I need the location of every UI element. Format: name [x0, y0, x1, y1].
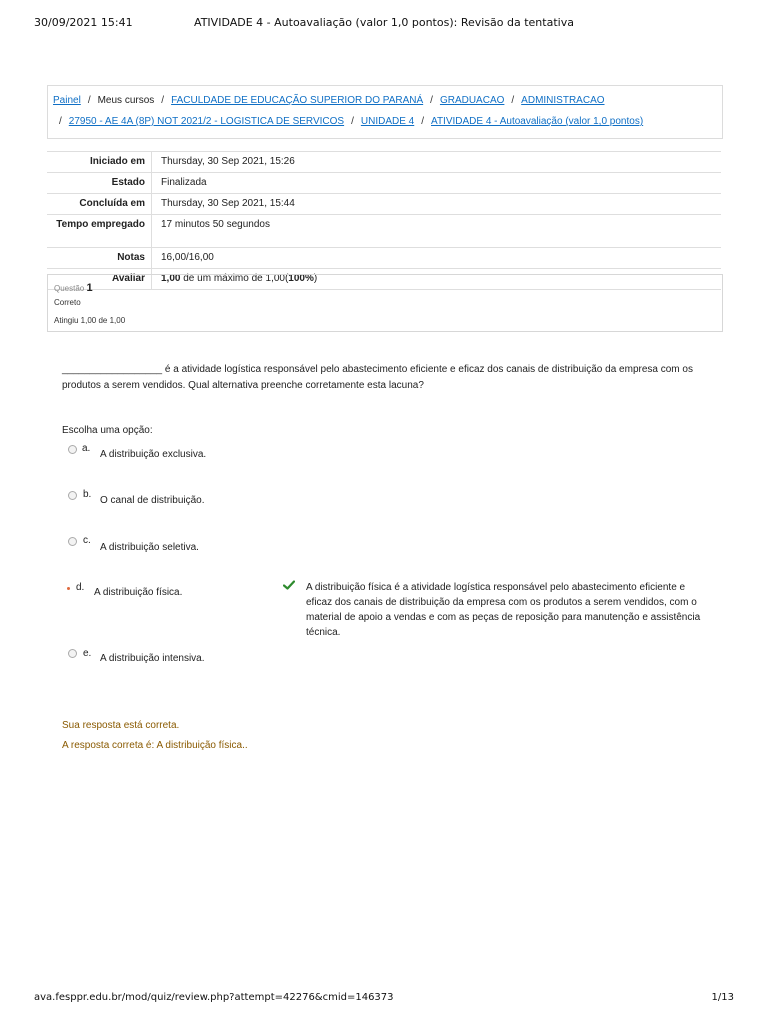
- option-letter: c.: [83, 535, 91, 546]
- option-label: A distribuição exclusiva.: [100, 449, 207, 460]
- correct-answer: A resposta correta é: A distribuição física..: [62, 740, 248, 751]
- breadcrumb-faculdade[interactable]: FACULDADE DE EDUCAÇÃO SUPERIOR DO PARANÁ: [171, 95, 424, 106]
- option-label: A distribuição seletiva.: [100, 542, 199, 553]
- breadcrumb-atividade[interactable]: ATIVIDADE 4 - Autoavaliação (valor 1,0 pontos): [431, 116, 644, 127]
- summary-value: 1,00 de um máximo de 1,00(100%): [152, 269, 722, 290]
- option-e-radio[interactable]: [68, 649, 77, 658]
- summary-value: Thursday, 30 Sep 2021, 15:44: [152, 194, 722, 215]
- summary-row: [47, 248, 721, 269]
- summary-value: Thursday, 30 Sep 2021, 15:26: [152, 152, 722, 173]
- option-letter: e.: [83, 648, 92, 659]
- option-letter: a.: [82, 443, 91, 454]
- attempt-summary-table: [47, 151, 721, 290]
- question-grade: Atingiu 1,00 de 1,00: [54, 316, 126, 325]
- option-label: A distribuição intensiva.: [100, 653, 205, 664]
- specific-feedback: A distribuição física é a atividade logística responsável pelo abastecimento eficiente e eficaz dos canais de distribuição da empresa com os produtos a serem vendidos, com o material de apoio a vendas e com as peças de reposição para manutenção e assistência técnica.: [306, 582, 701, 638]
- breadcrumb: Painel / Meus cursos / FACULDADE DE EDUCAÇÃO SUPERIOR DO PARANÁ / GRADUACAO / ADMINISTRACAO / 27950 - AE 4A (8P) NOT 2021/2 - LOGISTICA DE SERVICOS / UNIDADE 4 / ATIVIDADE 4 - Autoavaliação (valor 1,0 pontos): [47, 85, 723, 139]
- summary-row: [47, 152, 721, 173]
- breadcrumb-meus-cursos: Meus cursos: [97, 95, 155, 106]
- question-info-box: [47, 274, 723, 332]
- summary-label: Iniciado em: [47, 152, 152, 173]
- summary-value: Finalizada: [152, 173, 722, 194]
- summary-row: [47, 173, 721, 194]
- breadcrumb-curso[interactable]: 27950 - AE 4A (8P) NOT 2021/2 - LOGISTICA DE SERVICOS: [68, 116, 345, 127]
- summary-label: Estado: [47, 173, 152, 194]
- print-footer: [34, 992, 734, 1006]
- option-c-radio[interactable]: [68, 537, 77, 546]
- question-state: Correto: [54, 298, 81, 307]
- summary-value: 17 minutos 50 segundos: [152, 215, 722, 248]
- summary-label: Concluída em: [47, 194, 152, 215]
- question-text: __________________ é a atividade logística responsável pelo abastecimento eficiente e eficaz dos canais de distribuição da empresa com os produtos a serem vendidos. Qual alternativa preenche corretamente esta lacuna?: [62, 364, 693, 391]
- page-number: 1/13: [711, 992, 734, 1003]
- option-b-radio[interactable]: [68, 491, 77, 500]
- summary-label: Notas: [47, 248, 152, 269]
- print-datetime: 30/09/2021 15:41: [34, 16, 133, 29]
- option-label: O canal de distribuição.: [100, 495, 205, 506]
- option-d-radio-selected[interactable]: [67, 587, 71, 591]
- print-header: [34, 16, 734, 32]
- summary-label: Tempo empregado: [47, 215, 152, 248]
- answer-prompt: Escolha uma opção:: [62, 425, 153, 436]
- breadcrumb-painel[interactable]: Painel: [53, 95, 81, 106]
- option-a-radio[interactable]: [68, 445, 77, 454]
- summary-row: [47, 194, 721, 215]
- answer-status: Sua resposta está correta.: [62, 720, 180, 731]
- question-number: Questão 1: [54, 282, 93, 294]
- summary-label: Avaliar: [47, 269, 152, 290]
- check-icon: [283, 580, 295, 590]
- summary-value: 16,00/16,00: [152, 248, 722, 269]
- summary-row: [47, 215, 721, 248]
- option-letter: d.: [76, 582, 85, 593]
- option-label: A distribuição física.: [94, 587, 183, 598]
- breadcrumb-administracao[interactable]: ADMINISTRACAO: [521, 95, 605, 106]
- print-url: ava.fesppr.edu.br/mod/quiz/review.php?attempt=42276&cmid=146373: [34, 992, 394, 1003]
- option-letter: b.: [83, 489, 92, 500]
- breadcrumb-unidade[interactable]: UNIDADE 4: [360, 116, 415, 127]
- breadcrumb-graduacao[interactable]: GRADUACAO: [439, 95, 505, 106]
- print-title: ATIVIDADE 4 - Autoavaliação (valor 1,0 pontos): Revisão da tentativa: [194, 16, 574, 29]
